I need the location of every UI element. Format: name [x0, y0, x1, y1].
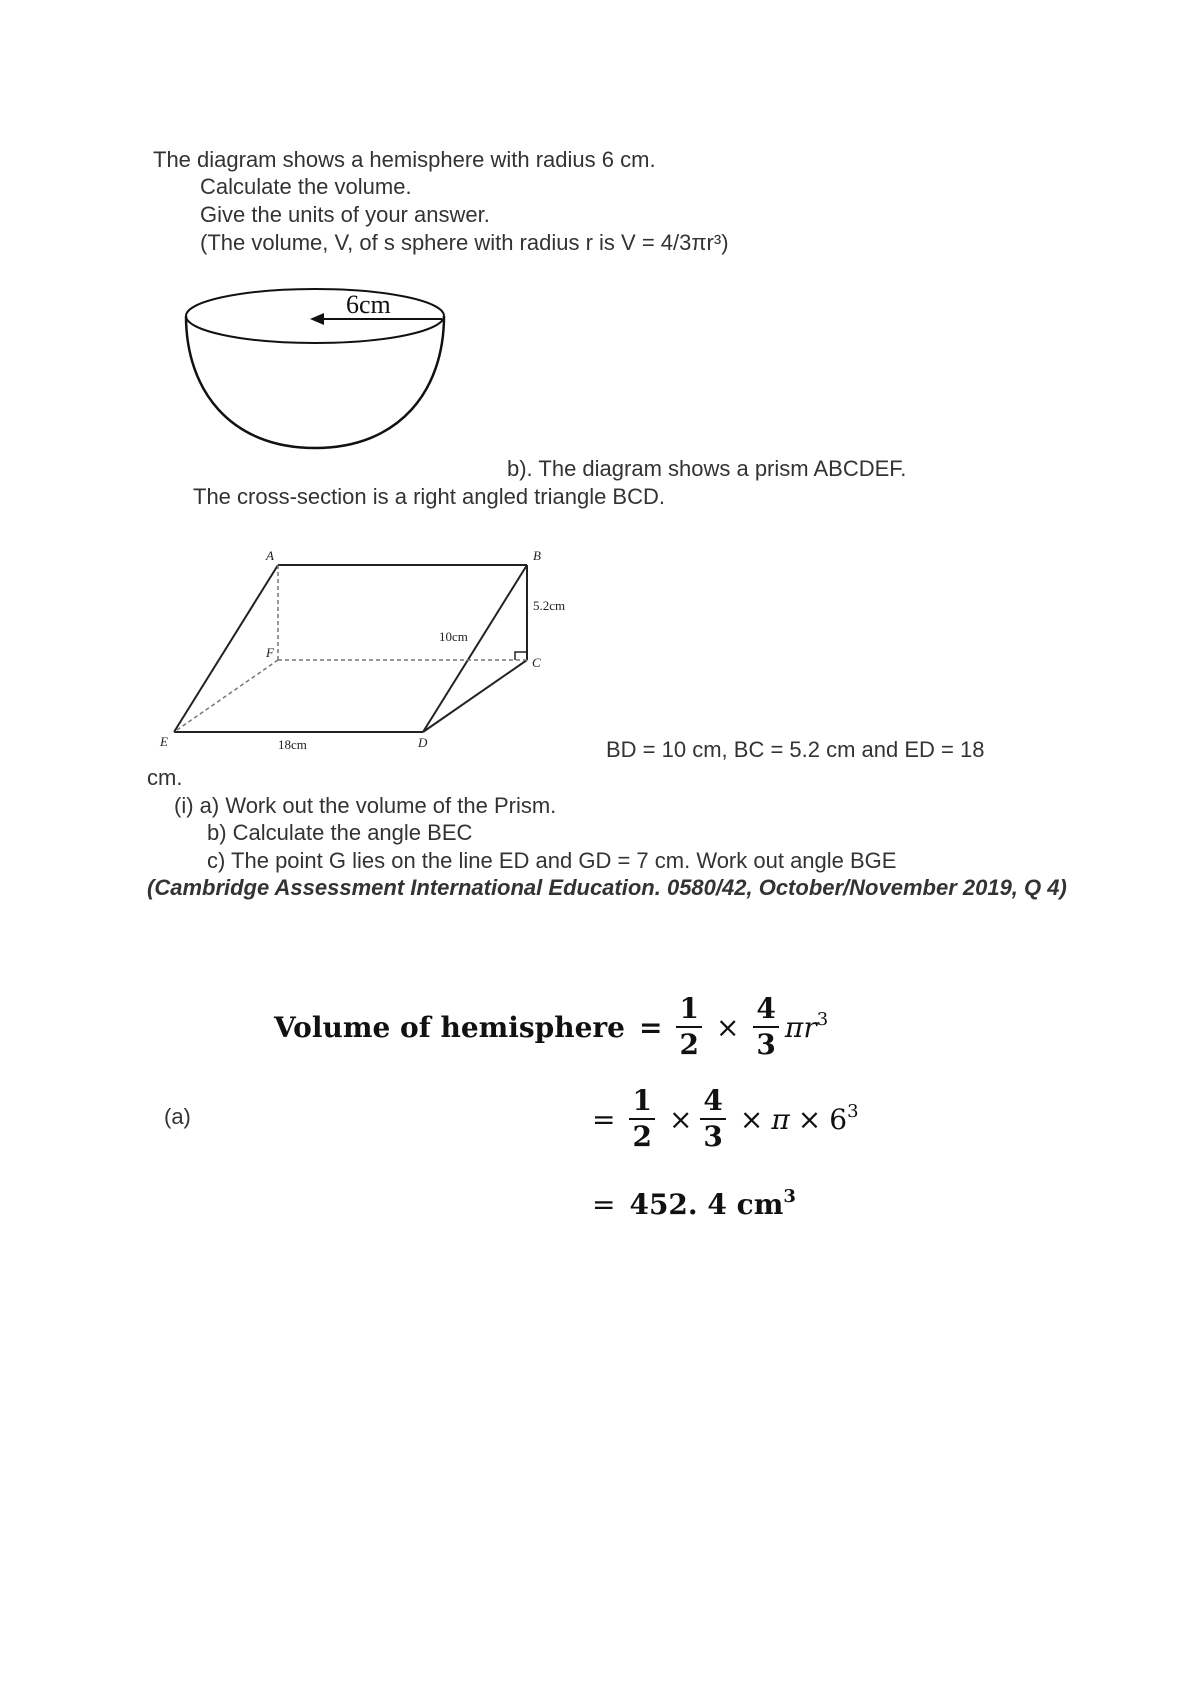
source-citation: (Cambridge Assessment International Education. 0580/42, October/November 2019, Q 4)	[147, 875, 1067, 900]
working-line-2	[584, 1084, 859, 1154]
question-b-dims: BD = 10 cm, BC = 5.2 cm and ED = 18	[606, 737, 985, 762]
question-b-part-a: (i) a) Work out the volume of the Prism.	[174, 793, 557, 818]
radius-label: 6cm	[346, 290, 391, 319]
equals-sign: =	[592, 1188, 616, 1221]
vertex-E: E	[160, 734, 168, 749]
label-ed: 18cm	[278, 737, 307, 752]
edge-AE	[174, 565, 278, 732]
hemisphere-diagram	[170, 280, 460, 460]
working-heading: Volume of hemisphere	[274, 1010, 625, 1044]
cube-exponent: 3	[847, 1100, 859, 1122]
vertex-B: B	[533, 548, 541, 563]
question-b-line2: The cross-section is a right angled triangle BCD.	[193, 484, 665, 509]
right-angle-marker	[515, 652, 527, 660]
cube-exponent: 3	[816, 1008, 829, 1030]
label-bd: 10cm	[439, 629, 468, 644]
fraction-four-thirds: $\frac{4}{3}$	[700, 1084, 725, 1154]
edge-BD	[423, 565, 527, 732]
prism-diagram	[150, 540, 590, 755]
times-sign: ×	[668, 1102, 693, 1136]
equals-sign: =	[639, 1010, 663, 1044]
question-a-line2: Calculate the volume.	[200, 174, 412, 199]
question-a-line4: (The volume, V, of s sphere with radius r is V = 4/3πr³)	[200, 230, 729, 255]
times-sign: ×	[715, 1010, 740, 1044]
times-sign: ×	[797, 1102, 822, 1136]
radius-symbol: r	[803, 1010, 817, 1044]
question-b-part-c: c) The point G lies on the line ED and GD = 7 cm. Work out angle BGE	[207, 848, 897, 873]
fraction-half: $\frac{1}{2}$	[629, 1084, 654, 1154]
question-a-line3: Give the units of your answer.	[200, 202, 490, 227]
fraction-half: $\frac{1}{2}$	[676, 992, 701, 1062]
hidden-edge-FE	[174, 660, 278, 732]
working-line-1	[274, 992, 828, 1062]
fraction-four-thirds: $\frac{4}{3}$	[753, 992, 778, 1062]
label-bc: 5.2cm	[533, 598, 566, 613]
edge-CD	[423, 660, 527, 732]
pi-symbol: π	[771, 1102, 790, 1136]
result-value: 452. 4 cm	[629, 1188, 784, 1221]
hemisphere-rim	[186, 289, 444, 343]
question-b-line1: b). The diagram shows a prism ABCDEF.	[507, 456, 907, 481]
six-value: 6	[829, 1102, 848, 1136]
question-b-part-b: b) Calculate the angle BEC	[207, 820, 473, 845]
vertex-D: D	[418, 735, 428, 750]
question-a-line1: The diagram shows a hemisphere with radius 6 cm.	[153, 147, 656, 172]
pi-symbol: π	[784, 1010, 804, 1044]
equals-sign: =	[592, 1102, 616, 1136]
working-line-3	[584, 1188, 796, 1221]
times-sign: ×	[739, 1102, 764, 1136]
answer-part-label: (a)	[164, 1104, 191, 1129]
question-b-dims-cont: cm.	[147, 765, 183, 790]
result-exponent: 3	[783, 1186, 796, 1207]
radius-arrow-head	[310, 313, 324, 325]
vertex-F: F	[266, 645, 274, 660]
vertex-A: A	[266, 548, 274, 563]
vertex-C: C	[532, 655, 541, 670]
